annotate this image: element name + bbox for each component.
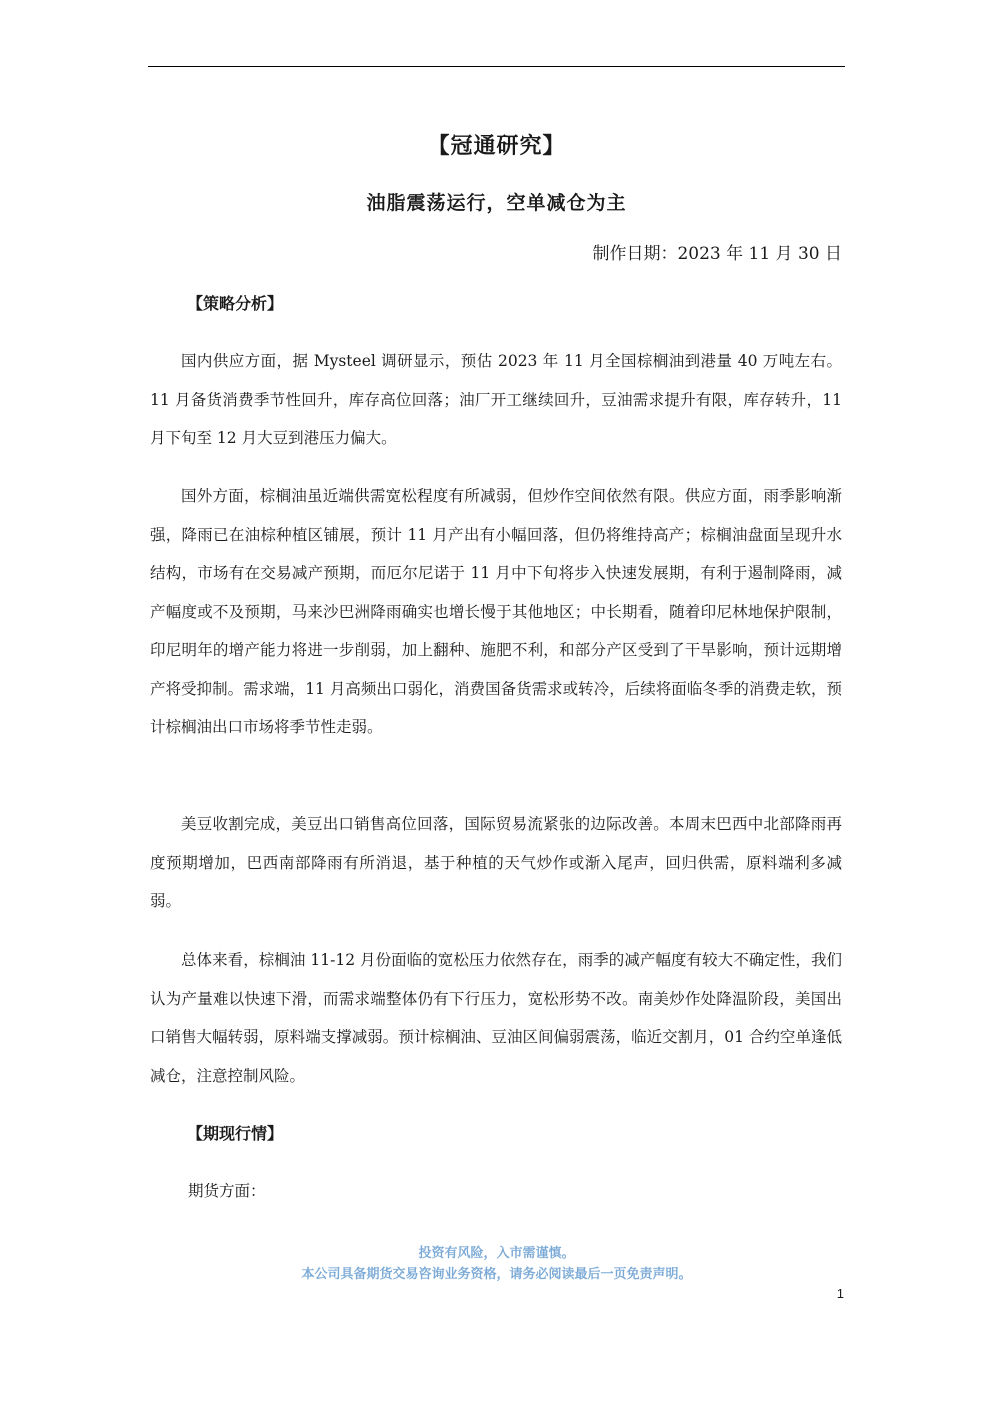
market-heading: 【期现行情】	[187, 1124, 284, 1143]
paragraph-domestic-supply: 国内供应方面，据 Mysteel 调研显示，预估 2023 年 11 月全国棕榈油到港量 40 万吨左右。11 月备货消费季节性回升，库存高位回落；油厂开工继续回升，豆油需求提升有限，库存转升，11 月下旬至 12 月大豆到港压力偏大。	[150, 352, 842, 447]
footer-disclaimer: 本公司具备期货交易咨询业务资格，请务必阅读最后一页免责声明。	[301, 1267, 692, 1282]
paragraph-us-soybean: 美豆收割完成，美豆出口销售高位回落，国际贸易流紧张的边际改善。本周末巴西中北部降雨再度预期增加，巴西南部降雨有所消退，基于种植的天气炒作或渐入尾声，回归供需，原料端利多减弱。	[150, 815, 842, 910]
report-title: 油脂震荡运行，空单减仓为主	[366, 192, 627, 214]
strategy-heading: 【策略分析】	[187, 294, 284, 313]
footer-risk-warning: 投资有风险，入市需谨慎。	[418, 1246, 575, 1261]
futures-label: 期货方面：	[188, 1182, 266, 1200]
report-brand: 【冠通研究】	[427, 133, 566, 159]
report-date: 制作日期：2023 年 11 月 30 日	[592, 244, 842, 264]
paragraph-foreign-market: 国外方面，棕榈油虽近端供需宽松程度有所减弱，但炒作空间依然有限。供应方面，雨季影响渐强，降雨已在油棕种植区铺展，预计 11 月产出有小幅回落，但仍将维持高产；棕榈油盘面呈现升水结构，市场有在交易减产预期，而厄尔尼诺于 11 月中下旬将步入快速发展期，有利于遏制降雨，减产幅度或不及预期，马来沙巴洲降雨确实也增长慢于其他地区；中长期看，随着印尼林地保护限制，印尼明年的增产能力将进一步削弱，加上翻种、施肥不利，和部分产区受到了干旱影响，预计远期增产将受抑制。需求端，11 月高频出口弱化，消费国备货需求或转冷，后续将面临冬季的消费走软，预计棕榈油出口市场将季节性走弱。	[150, 487, 842, 736]
header-rule	[148, 66, 845, 67]
paragraph-summary: 总体来看，棕榈油 11-12 月份面临的宽松压力依然存在，雨季的减产幅度有较大不确定性，我们认为产量难以快速下滑，而需求端整体仍有下行压力，宽松形势不改。南美炒作处降温阶段，美国出口销售大幅转弱，原料端支撑减弱。预计棕榈油、豆油区间偏弱震荡，临近交割月，01 合约空单逢低减仓，注意控制风险。	[150, 951, 842, 1085]
page-number: 1	[836, 1286, 844, 1301]
